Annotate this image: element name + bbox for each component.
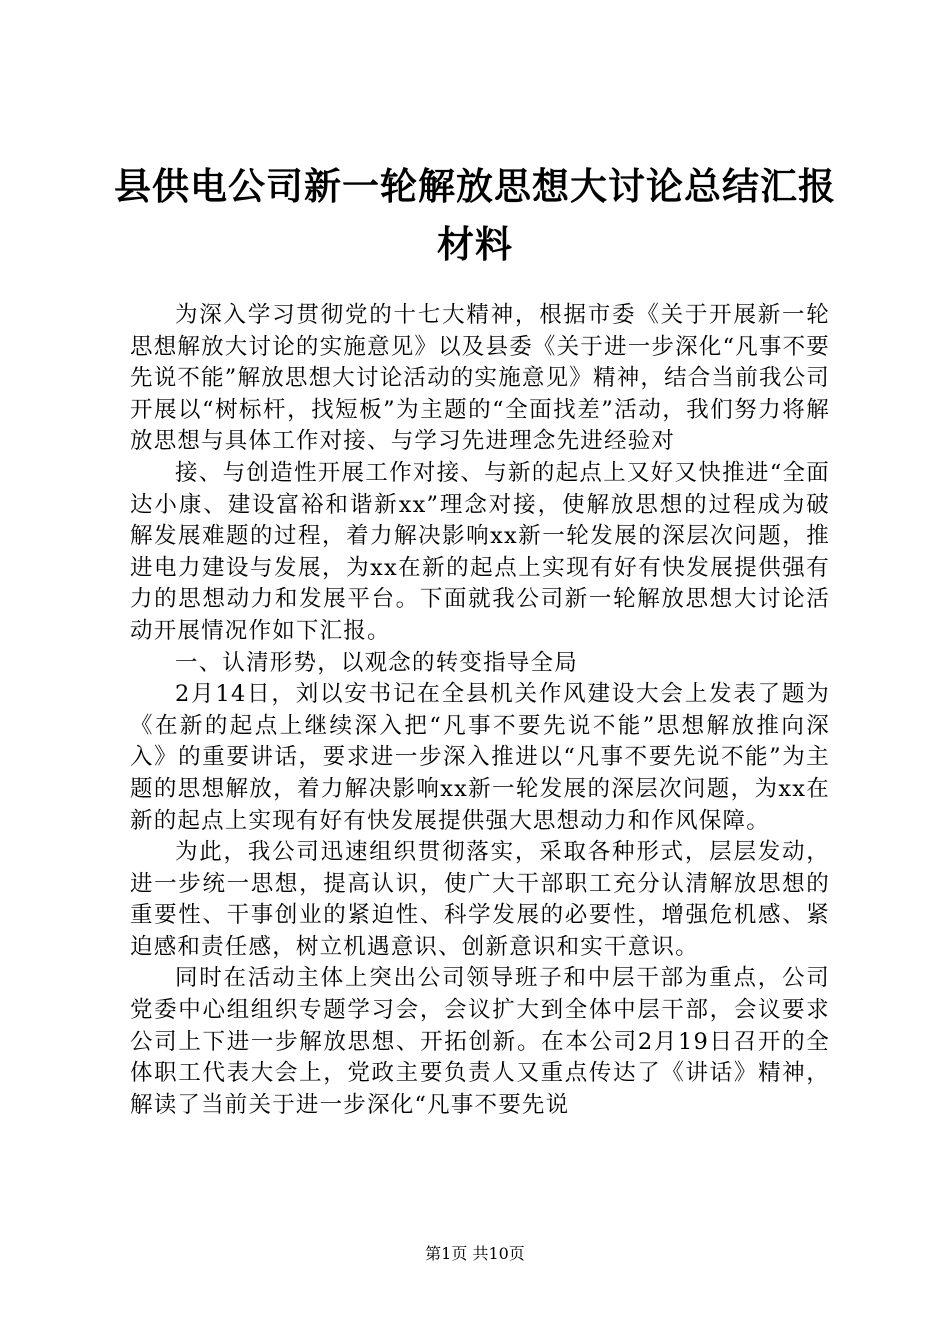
paragraph-implementation: 为此，我公司迅速组织贯彻落实，采取各种形式，层层发动，进一步统一思想，提高认识，使广大干部职工充分认清解放思想的重要性、干事创业的紧迫性、科学发展的必要性，增强危机感、紧迫感和责任感，树立机遇意识、创新意识和实干意识。 — [130, 839, 830, 960]
paragraph-intro-continued: 接、与创造性开展工作对接、与新的起点上又好又快推进“全面达小康、建设富裕和谐新xx”理念对接，使解放思想的过程成为破解发展难题的过程，着力解决影响xx新一轮发展的深层次问题，推进电力建设与发展，为xx在新的起点上实现有好有快发展提供强有力的思想动力和发展平台。下面就我公司新一轮解放思想大讨论活动开展情况作如下汇报。 — [130, 459, 830, 644]
paragraph-leadership: 同时在活动主体上突出公司领导班子和中层干部为重点，公司党委中心组组织专题学习会，会议扩大到全体中层干部，会议要求公司上下进一步解放思想、开拓创新。在本公司2月19日召开的全体职工代表大会上，党政主要负责人又重点传达了《讲话》精神，解读了当前关于进一步深化“凡事不要先说 — [130, 965, 830, 1118]
section-heading-1: 一、认清形势，以观念的转变指导全局 — [175, 649, 578, 676]
document-title: 县供电公司新一轮解放思想大讨论总结汇报材料 — [114, 165, 836, 266]
document-body — [130, 300, 830, 1121]
paragraph-intro: 为深入学习贯彻党的十七大精神，根据市委《关于开展新一轮思想解放大讨论的实施意见》以及县委《关于进一步深化“凡事不要先说不能”解放思想大讨论活动的实施意见》精神，结合当前我公司开展以“树标杆，找短板”为主题的“全面找差”活动，我们努力将解放思想与具体工作对接、与学习先进理念先进经验对 — [130, 302, 831, 455]
paragraph-speech: 2月14日，刘以安书记在全县机关作风建设大会上发表了题为《在新的起点上继续深入把“凡事不要先说不能”思想解放推向深入》的重要讲话，要求进一步深入推进以“凡事不要先说不能”为主题的思想解放，着力解决影响xx新一轮发展的深层次问题，为xx在新的起点上实现有好有快发展提供强大思想动力和作风保障。 — [130, 681, 830, 834]
page-number-footer: 第1页 共10页 — [425, 1244, 525, 1263]
